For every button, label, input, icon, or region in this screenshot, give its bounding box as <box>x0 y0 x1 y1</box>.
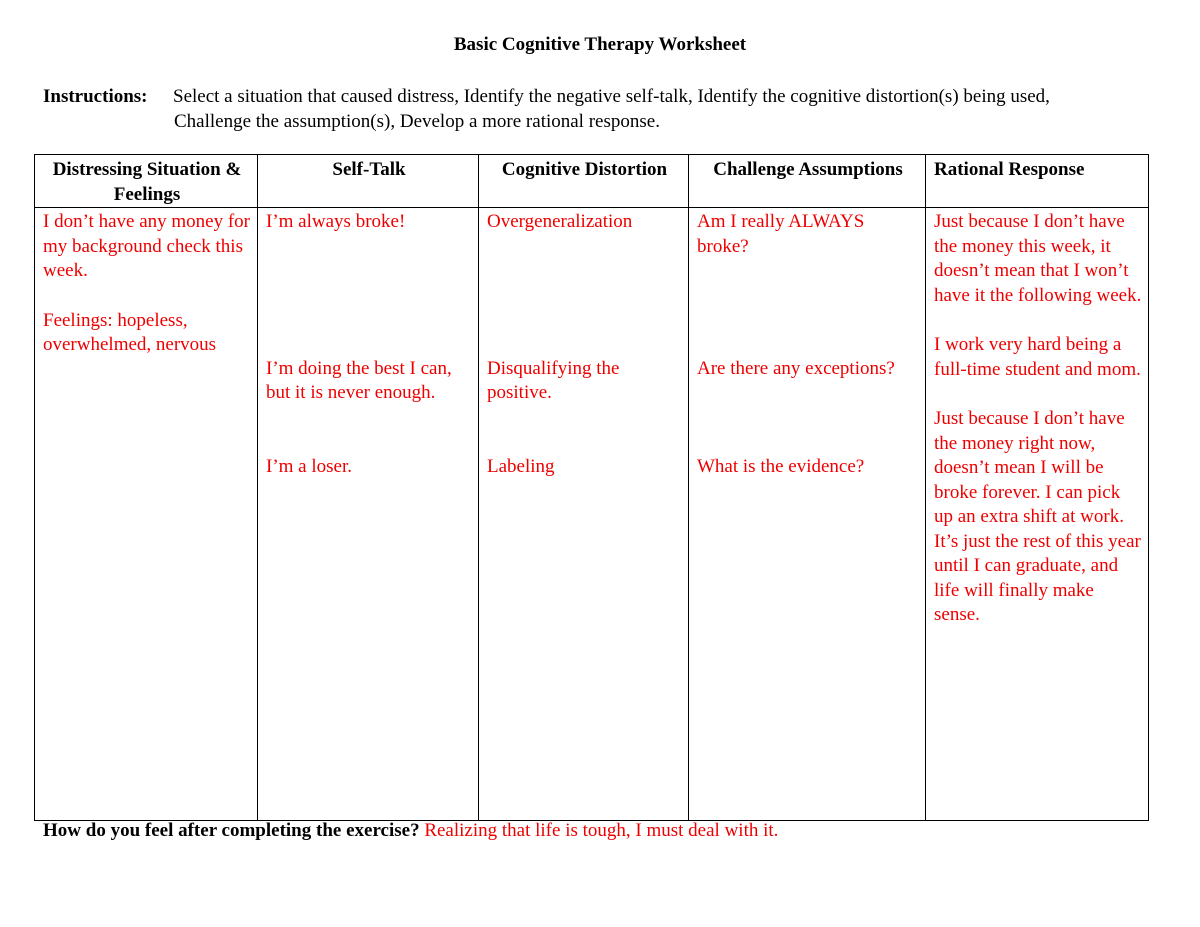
cell-situation <box>35 208 258 821</box>
self-talk-1: I’m always broke! <box>266 211 406 232</box>
rational-3: Just because I don’t have the money right now, doesn’t mean I will be broke forever. I can pick up an extra shift at work. It’s just the rest of this year until I can graduate, and life will finally make sense. <box>934 408 1141 625</box>
cell-self-talk <box>258 208 479 821</box>
situation-feelings: Feelings: hopeless, overwhelmed, nervous <box>43 309 217 355</box>
spacer <box>487 235 682 357</box>
table-row <box>35 208 1149 821</box>
challenge-2: Are there any exceptions? <box>697 358 895 379</box>
worksheet-title: Basic Cognitive Therapy Worksheet <box>453 34 747 55</box>
self-talk-2: I’m doing the best I can, but it is never enough. <box>266 357 452 403</box>
challenge-1: Am I really ALWAYS broke? <box>697 211 865 257</box>
spacer <box>697 259 919 357</box>
cell-distortion <box>479 208 689 821</box>
challenge-3: What is the evidence? <box>697 455 865 477</box>
instructions-label: Instructions: <box>43 86 148 107</box>
header-rational-response: Rational Response <box>926 155 1149 208</box>
spacer <box>266 235 472 357</box>
footer-reflection <box>43 820 778 842</box>
footer-question: How do you feel after completing the exercise? <box>43 820 420 841</box>
header-cognitive-distortion: Cognitive Distortion <box>479 155 689 208</box>
rational-1: Just because I don’t have the money this week, it doesn’t mean that I won’t have it the following week. <box>934 211 1142 306</box>
cell-rational <box>926 208 1149 821</box>
instructions <box>43 84 1183 134</box>
situation-event: I don’t have any money for my background check this week. <box>43 211 251 281</box>
spacer <box>43 284 251 309</box>
self-talk-3: I’m a loser. <box>266 455 353 477</box>
header-self-talk: Self-Talk <box>258 155 479 208</box>
table-header-row <box>35 155 1149 208</box>
spacer <box>934 308 1142 333</box>
spacer <box>266 406 472 455</box>
instructions-line-2: Challenge the assumption(s), Develop a more rational response. <box>174 111 660 132</box>
distortion-1: Overgeneralization <box>487 211 633 232</box>
header-distressing-situation: Distressing Situation & Feelings <box>35 155 258 208</box>
header-challenge-assumptions: Challenge Assumptions <box>689 155 926 208</box>
instructions-line-1: Select a situation that caused distress, Identify the negative self-talk, Identify the cognitive distortion(s) being used, <box>173 86 1050 107</box>
footer-answer: Realizing that life is tough, I must deal with it. <box>424 820 779 841</box>
spacer <box>487 406 682 455</box>
rational-2: I work very hard being a full-time student and mom. <box>934 334 1141 380</box>
cell-challenge <box>689 208 926 821</box>
distortion-2: Disqualifying the positive. <box>487 357 620 403</box>
worksheet-table <box>34 154 1149 821</box>
spacer <box>697 382 919 455</box>
spacer <box>934 382 1142 407</box>
distortion-3: Labeling <box>487 455 555 477</box>
